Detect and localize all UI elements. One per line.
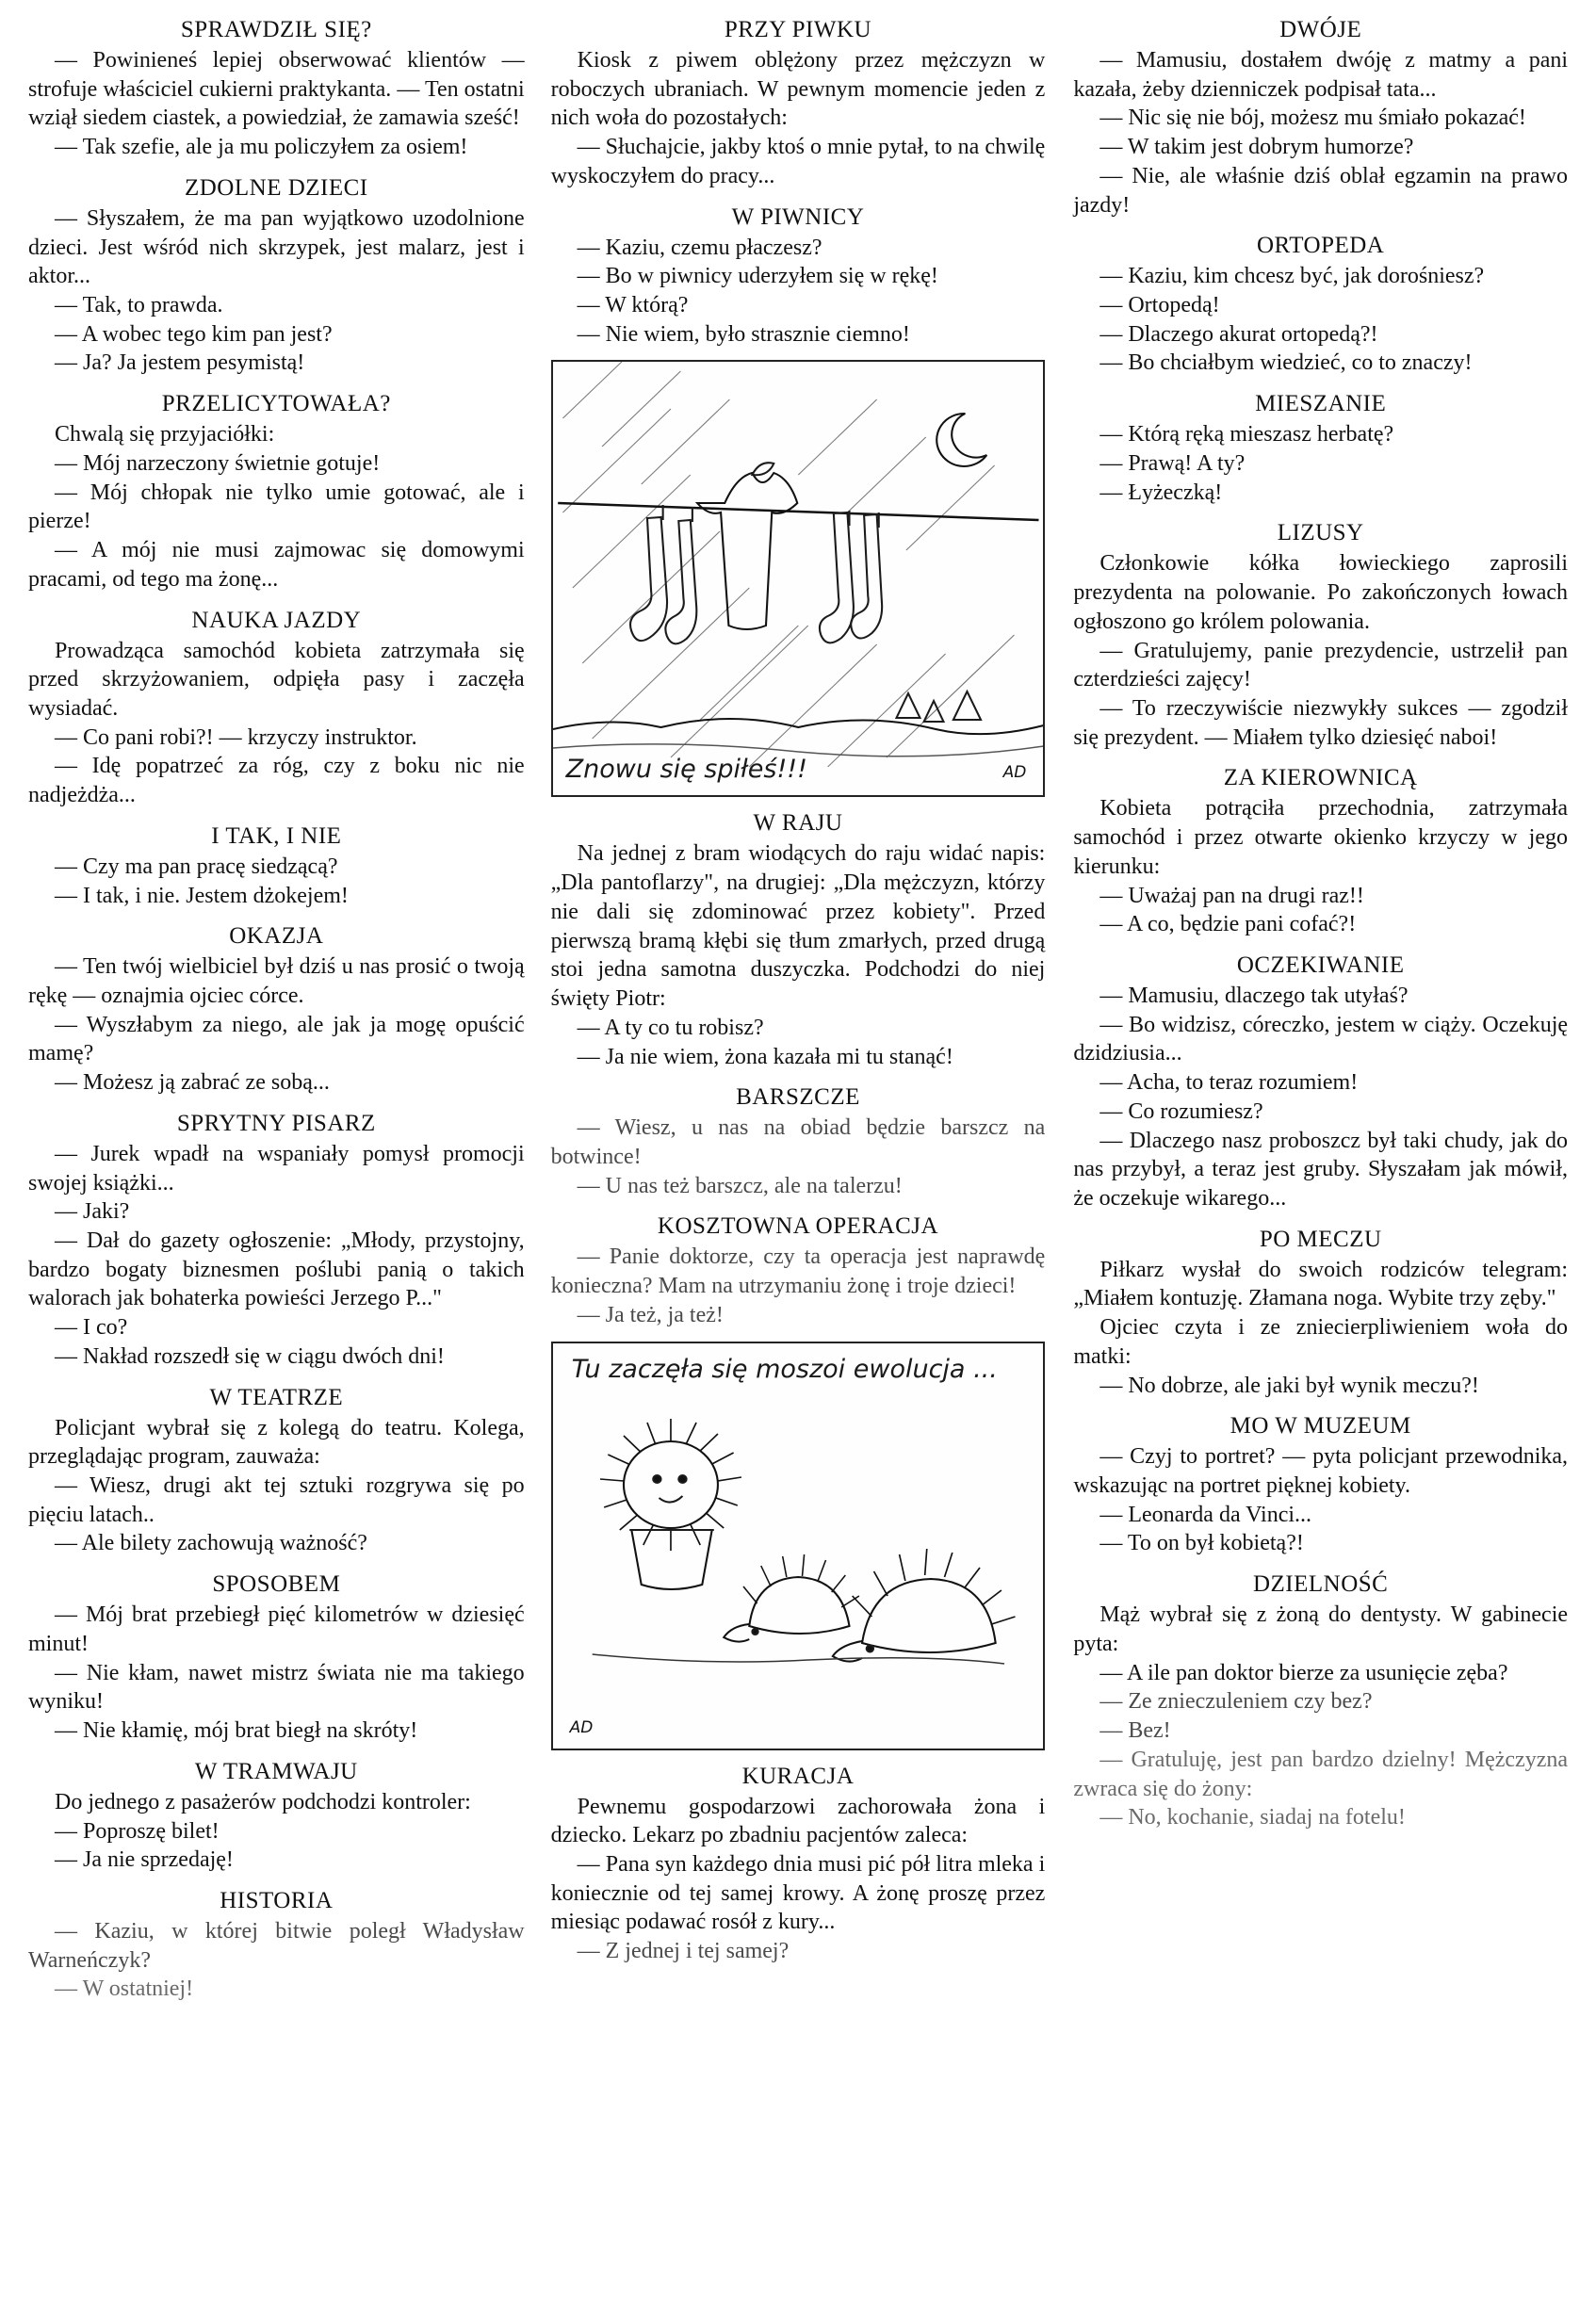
joke-title: ZA KIEROWNICĄ: [1223, 765, 1418, 791]
joke-line: Do jednego z pasażerów podchodzi kontroler:: [55, 1789, 471, 1814]
joke-line: — I co?: [55, 1315, 128, 1341]
joke-line: — Nic się nie bój, możesz mu śmiało pokazać!: [1099, 106, 1526, 131]
joke-line: — Acha, to teraz rozumiem!: [1099, 1070, 1359, 1096]
joke-line: — Czy ma pan pracę siedzącą?: [55, 854, 338, 879]
cartoon-caption: Tu zaczęła się moszoi ewolucja ...: [571, 1354, 998, 1384]
joke-oczekiwanie: [1073, 952, 1568, 1213]
joke-line: Mąż wybrał się z żoną do dentysty. W gabinecie pyta:: [1073, 1602, 1569, 1656]
joke-line: — Dał do gazety ogłoszenie: „Młody, przystojny, bardzo bogaty biznesmen poślubi panią o takich walorach jak bohaterka powieści Jerzego P...": [28, 1228, 525, 1311]
joke-line: — Co rozumiesz?: [1099, 1098, 1263, 1124]
joke-okazja: [28, 923, 525, 1098]
joke-line: — Jaki?: [55, 1199, 130, 1225]
joke-line: — Kaziu, czemu płaczesz?: [577, 235, 822, 260]
joke-line: — I tak, i nie. Jestem dżokejem!: [55, 883, 349, 908]
joke-line: — Nie kłam, nawet mistrz świata nie ma takiego wyniku!: [28, 1660, 525, 1715]
joke-line: — Bo chciałbym wiedzieć, co to znaczy!: [1099, 350, 1473, 376]
joke-line: — A wobec tego kim pan jest?: [55, 321, 333, 347]
joke-dzielnosc: [1073, 1571, 1568, 1832]
joke-line: — Bo w piwnicy uderzyłem się w rękę!: [577, 264, 938, 289]
joke-line: Piłkarz wysłał do swoich rodziców telegram: „Miałem kontuzję. Złamana noga. Wybite trzy zęby.": [1073, 1257, 1569, 1311]
joke-line: Na jednej z bram wiodących do raju widać napis: „Dla pantoflarzy", na drugiej: „Dla mężczyzn, którzy nie dali się zdominować przez kobiety". Przed pierwszą bramą kłębi się tłum zmarłych, przed drugą stoi jedna samotna duszyczka. Podchodzi do niej święty Piotr:: [550, 841, 1046, 1012]
joke-line: — No dobrze, ale jaki był wynik meczu?!: [1099, 1373, 1479, 1398]
joke-mieszanie: [1073, 391, 1568, 507]
joke-line: — Tak szefie, ale ja mu policzyłem za osiem!: [55, 135, 468, 160]
joke-line: Pewnemu gospodarzowi zachorowała żona i dziecko. Lekarz po zbadniu pacjentów zaleca:: [550, 1794, 1046, 1848]
joke-line: — Ja? Ja jestem pesymistą!: [55, 350, 305, 376]
columns-layout: [28, 17, 1568, 2310]
column-1: [28, 17, 530, 2004]
joke-line: — A co, będzie pani cofać?!: [1099, 912, 1357, 937]
joke-line: — Którą ręką mieszasz herbatę?: [1099, 422, 1394, 447]
joke-line: — Kaziu, w której bitwie poległ Władysław Warneńczyk?: [28, 1918, 525, 1973]
joke-line: — Słuchajcie, jakby ktoś o mnie pytał, to na chwilę wyskoczyłem do pracy...: [550, 135, 1046, 188]
joke-title: MIESZANIE: [1255, 391, 1387, 417]
joke-title: LIZUSY: [1277, 520, 1364, 546]
joke-nauka-jazdy: [28, 608, 525, 810]
joke-sprytny-pisarz: [28, 1111, 525, 1372]
joke-title: W PIWNICY: [731, 203, 865, 230]
joke-line: — Gratulujemy, panie prezydencie, ustrzelił pan czterdzieści zajęcy!: [1073, 638, 1569, 692]
joke-title: NAUKA JAZDY: [191, 607, 362, 633]
joke-historia: [28, 1888, 525, 2004]
joke-line: — Bez!: [1099, 1718, 1171, 1744]
joke-line: — A mój nie musi zajmowac się domowymi pracami, od tego ma żonę...: [28, 538, 525, 592]
joke-line: — Nie kłamię, mój brat biegł na skróty!: [55, 1718, 418, 1744]
joke-line: — Idę popatrzeć za róg, czy z boku nic nie nadjeżdża...: [28, 754, 525, 808]
joke-line: — Ale bilety zachowują ważność?: [55, 1531, 367, 1556]
joke-title: DZIELNOŚĆ: [1252, 1571, 1389, 1598]
joke-lizusy: [1073, 520, 1568, 752]
joke-line: — Ze znieczuleniem czy bez?: [1099, 1689, 1373, 1715]
joke-line: — To rzeczywiście niezwykły sukces — zgodził się prezydent. — Miałem tylko dziesięć naboi!: [1073, 695, 1569, 750]
joke-line: — Wiesz, drugi akt tej sztuki rozgrywa się po pięciu latach..: [28, 1473, 525, 1527]
joke-line: — Mamusiu, dlaczego tak utyłaś?: [1099, 983, 1409, 1008]
joke-line: — Panie doktorze, czy ta operacja jest naprawdę konieczna? Mam na utrzymaniu żonę i troje dzieci!: [550, 1244, 1046, 1299]
joke-title: SPRAWDZIŁ SIĘ?: [180, 17, 372, 42]
cartoon-evolution: [551, 1342, 1046, 1750]
joke-line: — Leonarda da Vinci...: [1099, 1502, 1312, 1527]
joke-line: Ojciec czyta i ze zniecierpliwieniem woła do matki:: [1073, 1315, 1569, 1369]
joke-title: SPRYTNY PISARZ: [176, 1110, 376, 1136]
joke-line: — Jurek wpadł na wspaniały pomysł promocji swojej książki...: [28, 1141, 525, 1196]
joke-w-piwnicy: [551, 204, 1046, 350]
joke-line: — Nie wiem, było strasznie ciemno!: [577, 321, 910, 347]
joke-title: W RAJU: [753, 810, 843, 837]
joke-zdolne-dzieci: [28, 175, 525, 378]
joke-line: — Ten twój wielbiciel był dziś u nas prosić o twoją rękę — oznajmia ojciec córce.: [28, 954, 525, 1008]
joke-title: OCZEKIWANIE: [1236, 952, 1405, 978]
joke-po-meczu: [1073, 1227, 1568, 1401]
joke-line: — Gratuluję, jest pan bardzo dzielny! Mężczyzna zwraca się do żony:: [1073, 1747, 1569, 1801]
joke-line: — No, kochanie, siadaj na fotelu!: [1099, 1805, 1406, 1830]
joke-title: OKAZJA: [229, 923, 324, 950]
joke-title: W TEATRZE: [209, 1384, 344, 1410]
joke-line: — Wiesz, u nas na obiad będzie barszcz na botwince!: [550, 1115, 1046, 1169]
joke-kosztowna-operacja: [551, 1213, 1046, 1329]
joke-title: HISTORIA: [220, 1887, 334, 1913]
joke-line: — Możesz ją zabrać ze sobą...: [55, 1070, 330, 1096]
joke-title: I TAK, I NIE: [211, 822, 342, 849]
joke-line: — A ty co tu robisz?: [577, 1015, 764, 1040]
joke-line: Członkowie kółka łowieckiego zaprosili prezydenta na polowanie. Po zakończonych łowach ogłoszono go królem polowania.: [1073, 551, 1569, 634]
joke-line: — Dlaczego nasz proboszcz był taki chudy, jak do nas przybył, a teraz jest gruby. Słyszałam jak mówił, że oczekuje wikarego...: [1073, 1128, 1569, 1211]
joke-line: — W którą?: [577, 293, 689, 318]
joke-line: — Dlaczego akurat ortopedą?!: [1099, 321, 1378, 347]
joke-title: PO MECZU: [1259, 1226, 1382, 1252]
cartoon-evolution-drawing: [553, 1343, 1044, 1749]
joke-title: BARSZCZE: [736, 1084, 860, 1111]
joke-barszcze: [551, 1084, 1046, 1200]
cartoon-caption: Znowu się spiłeś!!!: [565, 755, 807, 785]
joke-dwoje: [1073, 17, 1568, 220]
joke-line: — Powinieneś lepiej obserwować klientów — strofuje właściciel cukierni praktykanta. — Ten ostatni wziął siedem ciastek, a powiedział, że zamawia sześć!: [28, 48, 525, 131]
joke-w-teatrze: [28, 1385, 525, 1559]
joke-line: — Ja nie sprzedaję!: [55, 1847, 234, 1873]
joke-title: SPOSOBEM: [212, 1571, 341, 1598]
joke-line: — Co pani robi?! — krzyczy instruktor.: [55, 724, 417, 750]
cartoon-signature: AD: [569, 1717, 594, 1737]
joke-line: — Łyżeczką!: [1099, 480, 1223, 505]
joke-line: Kobieta potrąciła przechodnia, zatrzymała samochód i przez otwarte okienko krzyczy w jego kierunku:: [1073, 796, 1569, 879]
joke-line: Policjant wybrał się z kolegą do teatru. Kolega, przeglądając program, zauważa:: [28, 1415, 525, 1470]
joke-sposobem: [28, 1571, 525, 1746]
joke-line: — Nakład rozszedł się w ciągu dwóch dni!: [55, 1343, 445, 1369]
joke-line: — Poproszę bilet!: [55, 1818, 220, 1844]
joke-title: DWÓJE: [1279, 17, 1362, 42]
joke-title: PRZY PIWKU: [724, 17, 872, 42]
joke-title: MO W MUZEUM: [1230, 1413, 1411, 1440]
joke-line: — Kaziu, kim chcesz być, jak dorośniesz?: [1099, 264, 1485, 289]
joke-line: Chwalą się przyjaciółki:: [55, 422, 275, 447]
joke-line: — Mój brat przebiegł pięć kilometrów w dziesięć minut!: [28, 1602, 525, 1656]
joke-ortopeda: [1073, 233, 1568, 378]
joke-title: PRZELICYTOWAŁA?: [161, 391, 391, 417]
joke-title: ORTOPEDA: [1256, 233, 1385, 259]
joke-line: — Mamusiu, dostałem dwóję z matmy a pani kazała, żeby dzienniczek podpisał tata...: [1073, 48, 1569, 102]
joke-title: KOSZTOWNA OPERACJA: [657, 1213, 939, 1240]
joke-line: Prowadząca samochód kobieta zatrzymała się przed skrzyżowaniem, odpięła pasy i zaczęła wysiadać.: [28, 638, 525, 721]
joke-przelicytowala: [28, 391, 525, 594]
cartoon-signature: AD: [1002, 763, 1027, 783]
joke-line: — U nas też barszcz, ale na talerzu!: [577, 1173, 903, 1198]
joke-line: — W takim jest dobrym humorze?: [1099, 135, 1414, 160]
joke-line: — Bo widzisz, córeczko, jestem w ciąży. Oczekuję dzidziusia...: [1073, 1012, 1569, 1066]
joke-line: — Z jednej i tej samej?: [577, 1939, 790, 1964]
joke-kuracja: [551, 1764, 1046, 1966]
joke-line: — Ja też, ja też!: [577, 1302, 724, 1327]
joke-line: — Mój chłopak nie tylko umie gotować, ale i pierze!: [28, 480, 525, 534]
joke-za-kierownica: [1073, 765, 1568, 939]
joke-title: KURACJA: [741, 1763, 855, 1789]
joke-line: — Tak, to prawda.: [55, 293, 223, 318]
joke-title: ZDOLNE DZIECI: [184, 174, 368, 201]
joke-line: — Pana syn każdego dnia musi pić pół litra mleka i koniecznie od tej samej krowy. A żonę proszę przez miesiąc podawać rosół z kury...: [550, 1851, 1046, 1935]
cartoon-laundry-drawing: [553, 362, 1044, 795]
joke-line: — Nie, ale właśnie dziś oblał egzamin na prawo jazdy!: [1073, 163, 1569, 218]
joke-line: — To on był kobietą?!: [1099, 1531, 1304, 1556]
joke-w-raju: [551, 810, 1046, 1071]
joke-w-tramwaju: [28, 1759, 525, 1875]
joke-line: — Uważaj pan na drugi raz!!: [1099, 883, 1364, 908]
joke-line: — Prawą! A ty?: [1099, 450, 1246, 476]
joke-i-tak-i-nie: [28, 823, 525, 910]
joke-line: — Wyszłabym za niego, ale jak ja mogę opuścić mamę?: [28, 1012, 525, 1066]
joke-line: — Czyj to portret? — pyta policjant przewodnika, wskazując na portret pięknej kobiety.: [1073, 1444, 1569, 1499]
joke-line: — W ostatniej!: [55, 1977, 194, 2002]
joke-mo-w-muzeum: [1073, 1413, 1568, 1558]
joke-line: — Ortopedą!: [1099, 293, 1220, 318]
column-2: [547, 17, 1050, 1966]
joke-line: Kiosk z piwem oblężony przez mężczyzn w roboczych ubraniach. W pewnym momencie jeden z nich woła do pozostałych:: [550, 48, 1046, 131]
joke-przy-piwku: [551, 17, 1046, 191]
joke-line: — A ile pan doktor bierze za usunięcie zęba?: [1099, 1660, 1508, 1685]
cartoon-laundry: [551, 360, 1046, 797]
column-3: [1066, 17, 1568, 1832]
joke-line: — Ja nie wiem, żona kazała mi tu stanąć!: [577, 1044, 953, 1069]
joke-sprawdzil-sie: [28, 17, 525, 162]
joke-line: — Słyszałem, że ma pan wyjątkowo uzodolnione dzieci. Jest wśród nich skrzypek, jest malarz, jest i aktor...: [28, 205, 525, 289]
joke-line: — Mój narzeczony świetnie gotuje!: [55, 450, 381, 476]
joke-title: W TRAMWAJU: [194, 1758, 358, 1784]
